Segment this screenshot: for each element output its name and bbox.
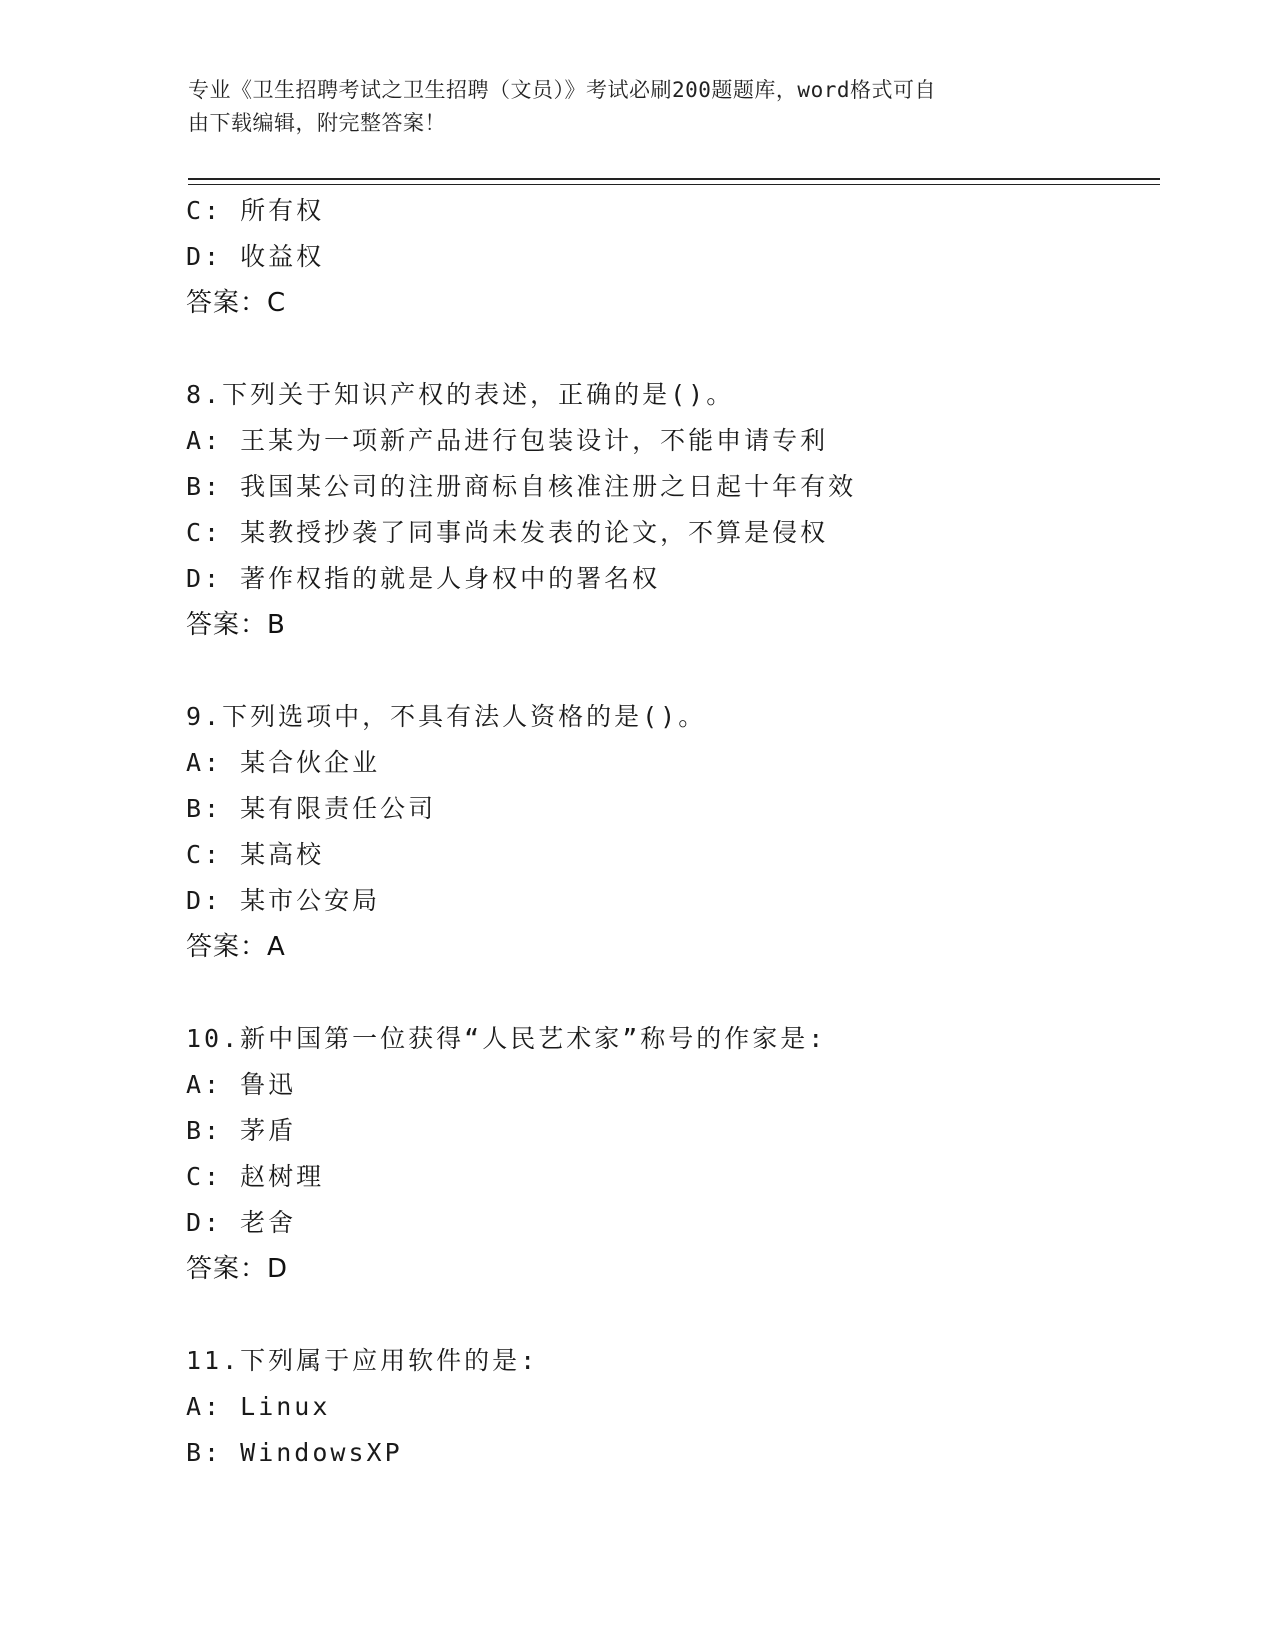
question-title: 8.下列关于知识产权的表述，正确的是()。 — [186, 380, 735, 409]
option-c: C: 赵树理 — [186, 1162, 325, 1191]
option-b: B: 我国某公司的注册商标自核准注册之日起十年有效 — [186, 472, 857, 501]
option-a: A: 某合伙企业 — [186, 748, 381, 777]
option-d: D: 老舍 — [186, 1208, 297, 1237]
header-divider-thin — [188, 184, 1160, 185]
option-c: C: 所有权 — [186, 196, 325, 225]
answer-label: 答案：B — [186, 610, 286, 640]
option-d: D: 著作权指的就是人身权中的署名权 — [186, 564, 661, 593]
spacer — [186, 1292, 1146, 1338]
answer-label: 答案：D — [186, 1254, 289, 1284]
question-title: 9.下列选项中，不具有法人资格的是()。 — [186, 702, 707, 731]
header-line-1: 专业《卫生招聘考试之卫生招聘（文员）》考试必刷200题题库，word格式可自 — [188, 78, 936, 102]
option-b: B: 某有限责任公司 — [186, 794, 437, 823]
spacer — [186, 326, 1146, 372]
question-title: 10.新中国第一位获得“人民艺术家”称号的作家是: — [186, 1024, 827, 1053]
header-line-2: 由下载编辑，附完整答案！ — [188, 111, 446, 135]
question-8 — [186, 372, 1146, 648]
option-a: A: 鲁迅 — [186, 1070, 297, 1099]
question-11 — [186, 1338, 1146, 1476]
spacer — [186, 648, 1146, 694]
option-d: D: 收益权 — [186, 242, 325, 271]
option-b: B: WindowsXP — [186, 1438, 403, 1467]
question-list — [186, 188, 1146, 1476]
option-d: D: 某市公安局 — [186, 886, 381, 915]
spacer — [186, 970, 1146, 1016]
answer-label: 答案：A — [186, 932, 286, 962]
question-title: 11.下列属于应用软件的是: — [186, 1346, 539, 1375]
option-a: A: Linux — [186, 1392, 331, 1421]
header-divider-thick — [188, 178, 1160, 180]
answer-label: 答案：C — [186, 288, 287, 318]
option-c: C: 某高校 — [186, 840, 325, 869]
question-9 — [186, 694, 1146, 970]
question-10 — [186, 1016, 1146, 1292]
question-7-continuation — [186, 188, 1146, 326]
document-header — [188, 74, 1088, 140]
option-a: A: 王某为一项新产品进行包装设计，不能申请专利 — [186, 426, 829, 455]
option-b: B: 茅盾 — [186, 1116, 297, 1145]
option-c: C: 某教授抄袭了同事尚未发表的论文，不算是侵权 — [186, 518, 829, 547]
